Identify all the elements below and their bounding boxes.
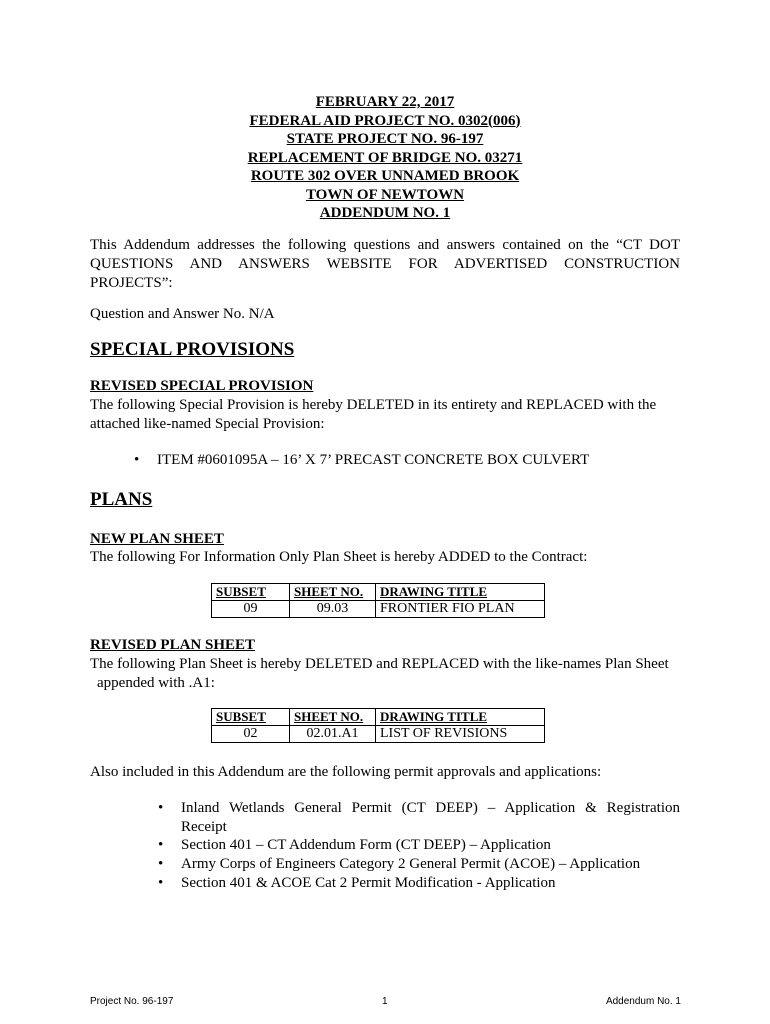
table-row [212,601,545,618]
special-provision-line-1: The following Special Provision is hereby DELETED in its entirety and REPLACED with the [90,397,657,413]
table-header-row [212,584,545,601]
header-date: FEBRUARY 22, 2017 [315,94,455,110]
footer-project-number: Project No. 96-197 [90,996,174,1007]
revised-special-provision-subheading: REVISED SPECIAL PROVISION [90,378,314,394]
permit-item-3-text: Army Corps of Engineers Category 2 General Permit (ACOE) – Application [181,856,641,872]
intro-line-3: PROJECTS”: [90,275,173,291]
new-plan-sheet-table [211,583,545,618]
cell-drawing-title: FRONTIER FIO PLAN [376,601,545,618]
permit-item-2-text: Section 401 – CT Addendum Form (CT DEEP) – Application [181,837,551,853]
special-provisions-heading: SPECIAL PROVISIONS [90,339,295,360]
column-header-subset: SUBSET [212,709,290,726]
special-provision-line-2: attached like-named Special Provision: [90,416,325,432]
intro-line-2: QUESTIONS AND ANSWERS WEBSITE FOR ADVERTISED CONSTRUCTION [90,256,680,272]
column-header-sheet-no: SHEET NO. [290,584,376,601]
qa-line: Question and Answer No. N/A [90,306,275,322]
bullet-icon: • [158,800,164,816]
header-bridge: REPLACEMENT OF BRIDGE NO. 03271 [247,149,523,166]
revised-plan-sheet-line-1: The following Plan Sheet is hereby DELETED and REPLACED with the like-names Plan Sheet [90,656,669,672]
special-provision-item-text: ITEM #0601095A – 16’ X 7’ PRECAST CONCRETE BOX CULVERT [157,452,590,468]
header-town: TOWN OF NEWTOWN [305,186,465,203]
intro-line-1: This Addendum addresses the following questions and answers contained on the “CT DOT [90,237,680,253]
new-plan-sheet-subheading: NEW PLAN SHEET [90,531,224,547]
revised-plan-sheet-table [211,708,545,743]
column-header-drawing-title: DRAWING TITLE [376,709,545,726]
new-plan-sheet-text: The following For Information Only Plan Sheet is hereby ADDED to the Contract: [90,549,588,565]
permit-item-1-line-2: Receipt [181,819,227,835]
header-route: ROUTE 302 OVER UNNAMED BROOK [250,168,520,184]
revised-plan-sheet-line-2: appended with .A1: [97,675,215,691]
document-header [0,93,770,223]
column-header-drawing-title: DRAWING TITLE [376,584,545,601]
permit-item-1-line-1: Inland Wetlands General Permit (CT DEEP) – Application & Registration [181,800,680,816]
revised-plan-sheet-subheading: REVISED PLAN SHEET [90,637,256,653]
bullet-icon: • [158,856,164,872]
cell-drawing-title: LIST OF REVISIONS [376,726,545,743]
header-state-project: STATE PROJECT NO. 96-197 [286,131,484,147]
header-addendum: ADDENDUM NO. 1 [319,205,451,221]
header-federal-project: FEDERAL AID PROJECT NO. 0302(006) [249,112,521,129]
bullet-icon: • [134,452,140,468]
bullet-icon: • [158,837,164,853]
footer-page-number: 1 [382,996,388,1007]
cell-subset: 09 [212,601,290,618]
footer-addendum-number: Addendum No. 1 [605,996,681,1007]
permit-item-4-text: Section 401 & ACOE Cat 2 Permit Modification - Application [181,875,556,891]
plans-heading: PLANS [90,489,153,510]
table-row [212,726,545,743]
cell-sheet-no: 02.01.A1 [290,726,376,743]
table-header-row [212,709,545,726]
permits-intro: Also included in this Addendum are the following permit approvals and applications: [90,764,602,780]
column-header-sheet-no: SHEET NO. [290,709,376,726]
bullet-icon: • [158,875,164,891]
cell-sheet-no: 09.03 [290,601,376,618]
column-header-subset: SUBSET [212,584,290,601]
cell-subset: 02 [212,726,290,743]
